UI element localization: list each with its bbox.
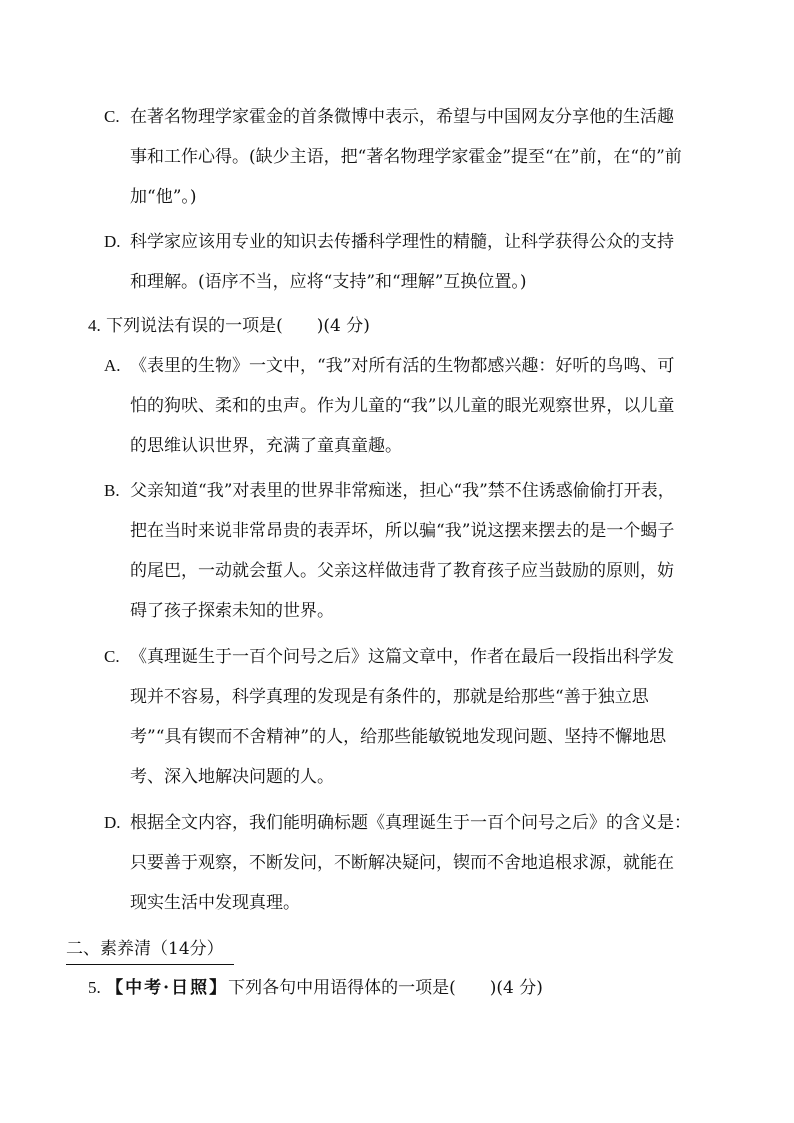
option-text-line: 和理解。(语序不当，应将“支持”和“理解”互换位置。) [130,272,527,292]
q4-option-d [104,803,724,923]
option-label: D. [104,813,121,832]
option-text-line: 考”“具有锲而不舍精神”的人，给那些能敏锐地发现问题、坚持不懈地思 [130,727,667,747]
question-4 [88,306,370,346]
option-text-line: 碍了孩子探索未知的世界。 [130,601,334,621]
question-stem: 下列各句中用语得体的一项是( )(4 分) [228,978,543,998]
q3-option-c [104,97,724,217]
option-label: A. [104,356,121,375]
option-text-line: 根据全文内容，我们能明确标题《真理诞生于一百个问号之后》的含义是： [130,813,691,833]
option-label: D. [104,232,121,251]
option-text-line: 考、深入地解决问题的人。 [130,767,334,787]
source-tag: 【中考·日照】 [106,978,229,998]
q4-option-c [104,637,724,797]
option-text-line: 父亲知道“我”对表里的世界非常痴迷，担心“我”禁不住诱惑偷偷打开表， [130,481,675,501]
option-text-line: 把在当时来说非常昂贵的表弄坏，所以骗“我”说这摆来摆去的是一个蝎子 [130,521,675,541]
option-text-line: 现实生活中发现真理。 [130,893,300,913]
option-text-line: 怕的狗吠、柔和的虫声。作为儿童的“我”以儿童的眼光观察世界，以儿童 [130,396,675,416]
option-text-line: 事和工作心得。(缺少主语，把“著名物理学家霍金”提至“在”前，在“的”前 [130,147,682,167]
option-text-line: 只要善于观察，不断发问，不断解决疑问，锲而不舍地追根求源，就能在 [130,853,674,873]
option-text-line: 《真理诞生于一百个问号之后》这篇文章中，作者在最后一段指出科学发 [130,647,674,667]
option-label: C. [104,107,120,126]
q4-option-b [104,471,724,631]
question-number: 4. [88,316,101,335]
q4-option-a [104,346,724,466]
question-number: 5. [88,978,101,997]
option-text-line: 在著名物理学家霍金的首条微博中表示，希望与中国网友分享他的生活趣 [130,107,674,127]
option-text-line: 《表里的生物》一文中，“我”对所有活的生物都感兴趣：好听的鸟鸣、可 [130,356,675,376]
option-text-line: 的尾巴，一动就会蜇人。父亲这样做违背了教育孩子应当鼓励的原则，妨 [130,561,674,581]
option-label: C. [104,647,120,666]
option-text-line: 科学家应该用专业的知识去传播科学理性的精髓，让科学获得公众的支持 [130,232,674,252]
option-text-line: 现并不容易，科学真理的发现是有条件的，那就是给那些“善于独立思 [130,687,649,707]
question-stem: 下列说法有误的一项是( )(4 分) [106,316,370,336]
option-text-line: 的思维认识世界，充满了童真童趣。 [130,436,402,456]
option-label: B. [104,481,120,500]
question-5 [88,968,543,1008]
q3-option-d [104,222,724,302]
option-text-line: 加“他”。) [130,187,197,207]
section-heading: 二、素养清（14分） [66,934,234,965]
